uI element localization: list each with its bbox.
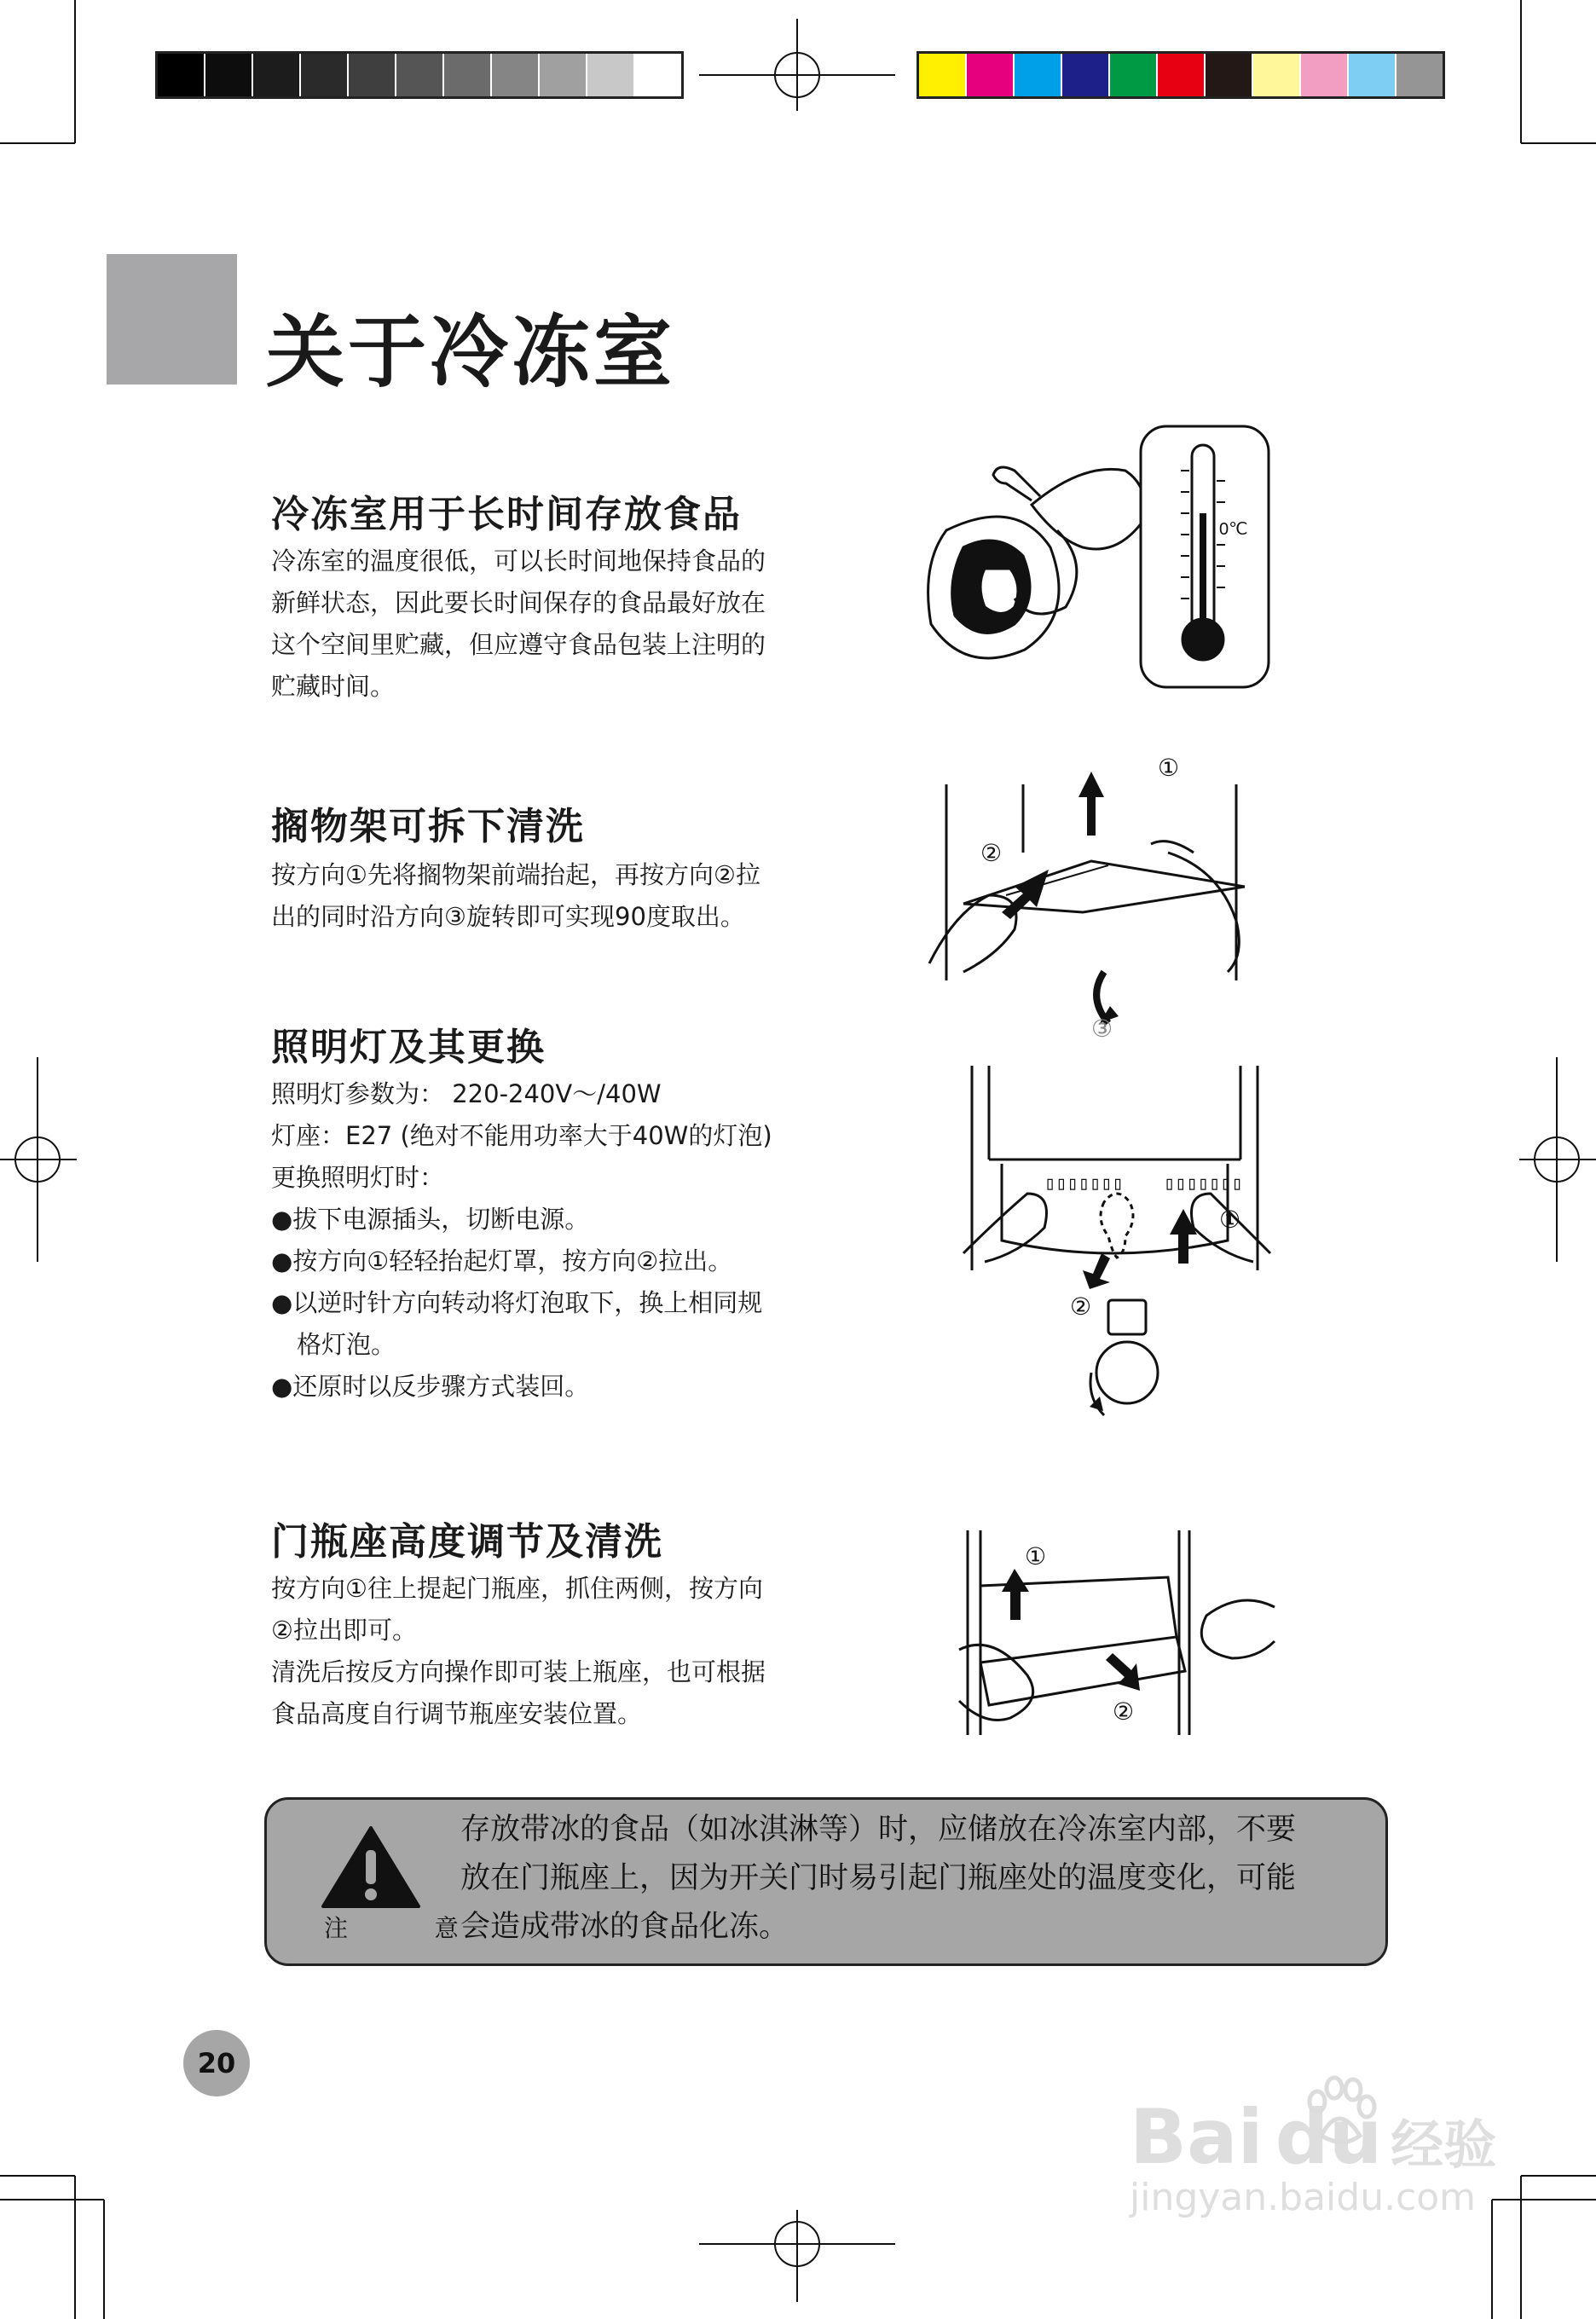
bottle-mark-1: ① <box>1025 1542 1047 1570</box>
bullet-item: ●以逆时针方向转动将灯泡取下，换上相同规 <box>271 1288 763 1317</box>
bottle-mark-2: ② <box>1113 1697 1135 1726</box>
color-swatch <box>1158 54 1206 96</box>
text-line: 灯座：E27 (绝对不能用功率大于40W的灯泡) <box>271 1121 772 1150</box>
paw-icon <box>1300 2076 1377 2153</box>
text-line: 新鲜状态，因此要长时间保存的食品最好放在 <box>271 588 766 617</box>
shelf-mark-1: ① <box>1158 754 1180 782</box>
gray-swatch <box>444 54 492 96</box>
text-line: 按方向①先将搁物架前端抬起，再按方向②拉 <box>271 860 760 889</box>
gray-swatch-bar <box>155 51 684 99</box>
watermark-product: 经验 <box>1391 2114 1497 2176</box>
text-line: 清洗后按反方向操作即可装上瓶座，也可根据 <box>271 1657 766 1686</box>
text-line: 按方向①往上提起门瓶座，抓住两侧，按方向 <box>271 1574 763 1603</box>
shelf-mark-3: ③ <box>1091 1015 1113 1043</box>
color-swatch <box>967 54 1015 96</box>
gray-swatch <box>253 54 301 96</box>
arrow-rotate-icon <box>1090 1397 1103 1411</box>
text-line: 贮藏时间。 <box>271 672 396 701</box>
lamp-replacement-illustration <box>963 1066 1287 1424</box>
section-body-shelf <box>271 854 760 938</box>
color-swatch <box>919 54 967 96</box>
watermark <box>1130 2093 1496 2219</box>
bullet-item: ●拔下电源插头，切断电源。 <box>271 1205 590 1234</box>
bottle-rack-illustration <box>959 1522 1283 1744</box>
arrow-up-icon <box>1078 772 1104 836</box>
text-line: ②拉出即可。 <box>271 1616 417 1645</box>
gray-swatch <box>158 54 205 96</box>
color-swatch <box>1206 54 1253 96</box>
section-body-bottle-rack <box>271 1568 766 1735</box>
color-swatch <box>1349 54 1396 96</box>
color-swatch <box>1301 54 1349 96</box>
lamp-mark-1: ① <box>1219 1206 1241 1234</box>
section-body-lamp <box>271 1073 772 1408</box>
color-swatch <box>1253 54 1301 96</box>
section-heading-shelf: 搁物架可拆下清洗 <box>271 805 585 848</box>
gray-swatch <box>540 54 587 96</box>
lamp-mark-2: ② <box>1070 1293 1092 1321</box>
color-swatch <box>1062 54 1110 96</box>
warning-icon <box>320 1825 422 1910</box>
watermark-url: jingyan.baidu.com <box>1130 2176 1477 2219</box>
page-number: 20 <box>197 2047 236 2079</box>
color-swatch-bar <box>917 51 1445 99</box>
shelf-mark-2: ② <box>980 839 1003 867</box>
color-swatch <box>1110 54 1158 96</box>
gray-swatch <box>587 54 635 96</box>
text-line: 这个空间里贮藏，但应遵守食品包装上注明的 <box>271 630 766 659</box>
arrow-down-icon <box>1083 1253 1110 1289</box>
page-title: 关于冷冻室 <box>266 307 676 398</box>
text-line: 更换照明灯时： <box>271 1163 445 1192</box>
food-thermometer-illustration <box>904 419 1279 692</box>
text-line: 食品高度自行调节瓶座安装位置。 <box>271 1699 643 1728</box>
caution-label: 注 意 <box>324 1914 483 1942</box>
gray-swatch <box>349 54 396 96</box>
section-body-freezer <box>271 541 766 708</box>
thermometer-label: 0℃ <box>1219 520 1248 539</box>
section-block <box>107 254 237 385</box>
bullet-item: ●还原时以反步骤方式装回。 <box>271 1372 590 1401</box>
caution-line: 存放带冰的食品（如冰淇淋等）时，应储放在冷冻室内部，不要 <box>460 1813 1297 1847</box>
section-heading-freezer: 冷冻室用于长时间存放食品 <box>271 493 742 536</box>
svg-text:▯▯▯▯▯▯▯: ▯▯▯▯▯▯▯ <box>1164 1173 1243 1194</box>
caution-text <box>460 1806 1296 1952</box>
section-heading-lamp: 照明灯及其更换 <box>271 1026 546 1069</box>
text-line: 出的同时沿方向③旋转即可实现90度取出。 <box>271 902 745 931</box>
text-line: 照明灯参数为： 220-240V～/40W <box>271 1079 662 1108</box>
section-heading-bottle-rack: 门瓶座高度调节及清洗 <box>271 1520 663 1564</box>
bullet-item-continuation: 格灯泡。 <box>297 1330 396 1359</box>
color-swatch <box>1015 54 1062 96</box>
bullet-item: ●按方向①轻轻抬起灯罩，按方向②拉出。 <box>271 1246 733 1275</box>
color-swatch <box>1396 54 1443 96</box>
svg-text:▯▯▯▯▯▯▯: ▯▯▯▯▯▯▯ <box>1044 1173 1124 1194</box>
gray-swatch <box>635 54 681 96</box>
text-line: 冷冻室的温度很低，可以长时间地保持食品的 <box>271 546 766 575</box>
gray-swatch <box>492 54 540 96</box>
page-number-badge <box>183 2030 250 2096</box>
gray-swatch <box>205 54 253 96</box>
shelf-removal-illustration <box>929 750 1270 1043</box>
caution-line: 放在门瓶座上，因为开关门时易引起门瓶座处的温度变化，可能 <box>460 1861 1297 1895</box>
watermark-brand: Bai <box>1130 2093 1264 2181</box>
gray-swatch <box>396 54 444 96</box>
caution-line: 会造成带冰的食品化冻。 <box>460 1910 789 1944</box>
watermark-brand-tail: du <box>1275 2093 1383 2181</box>
gray-swatch <box>301 54 349 96</box>
